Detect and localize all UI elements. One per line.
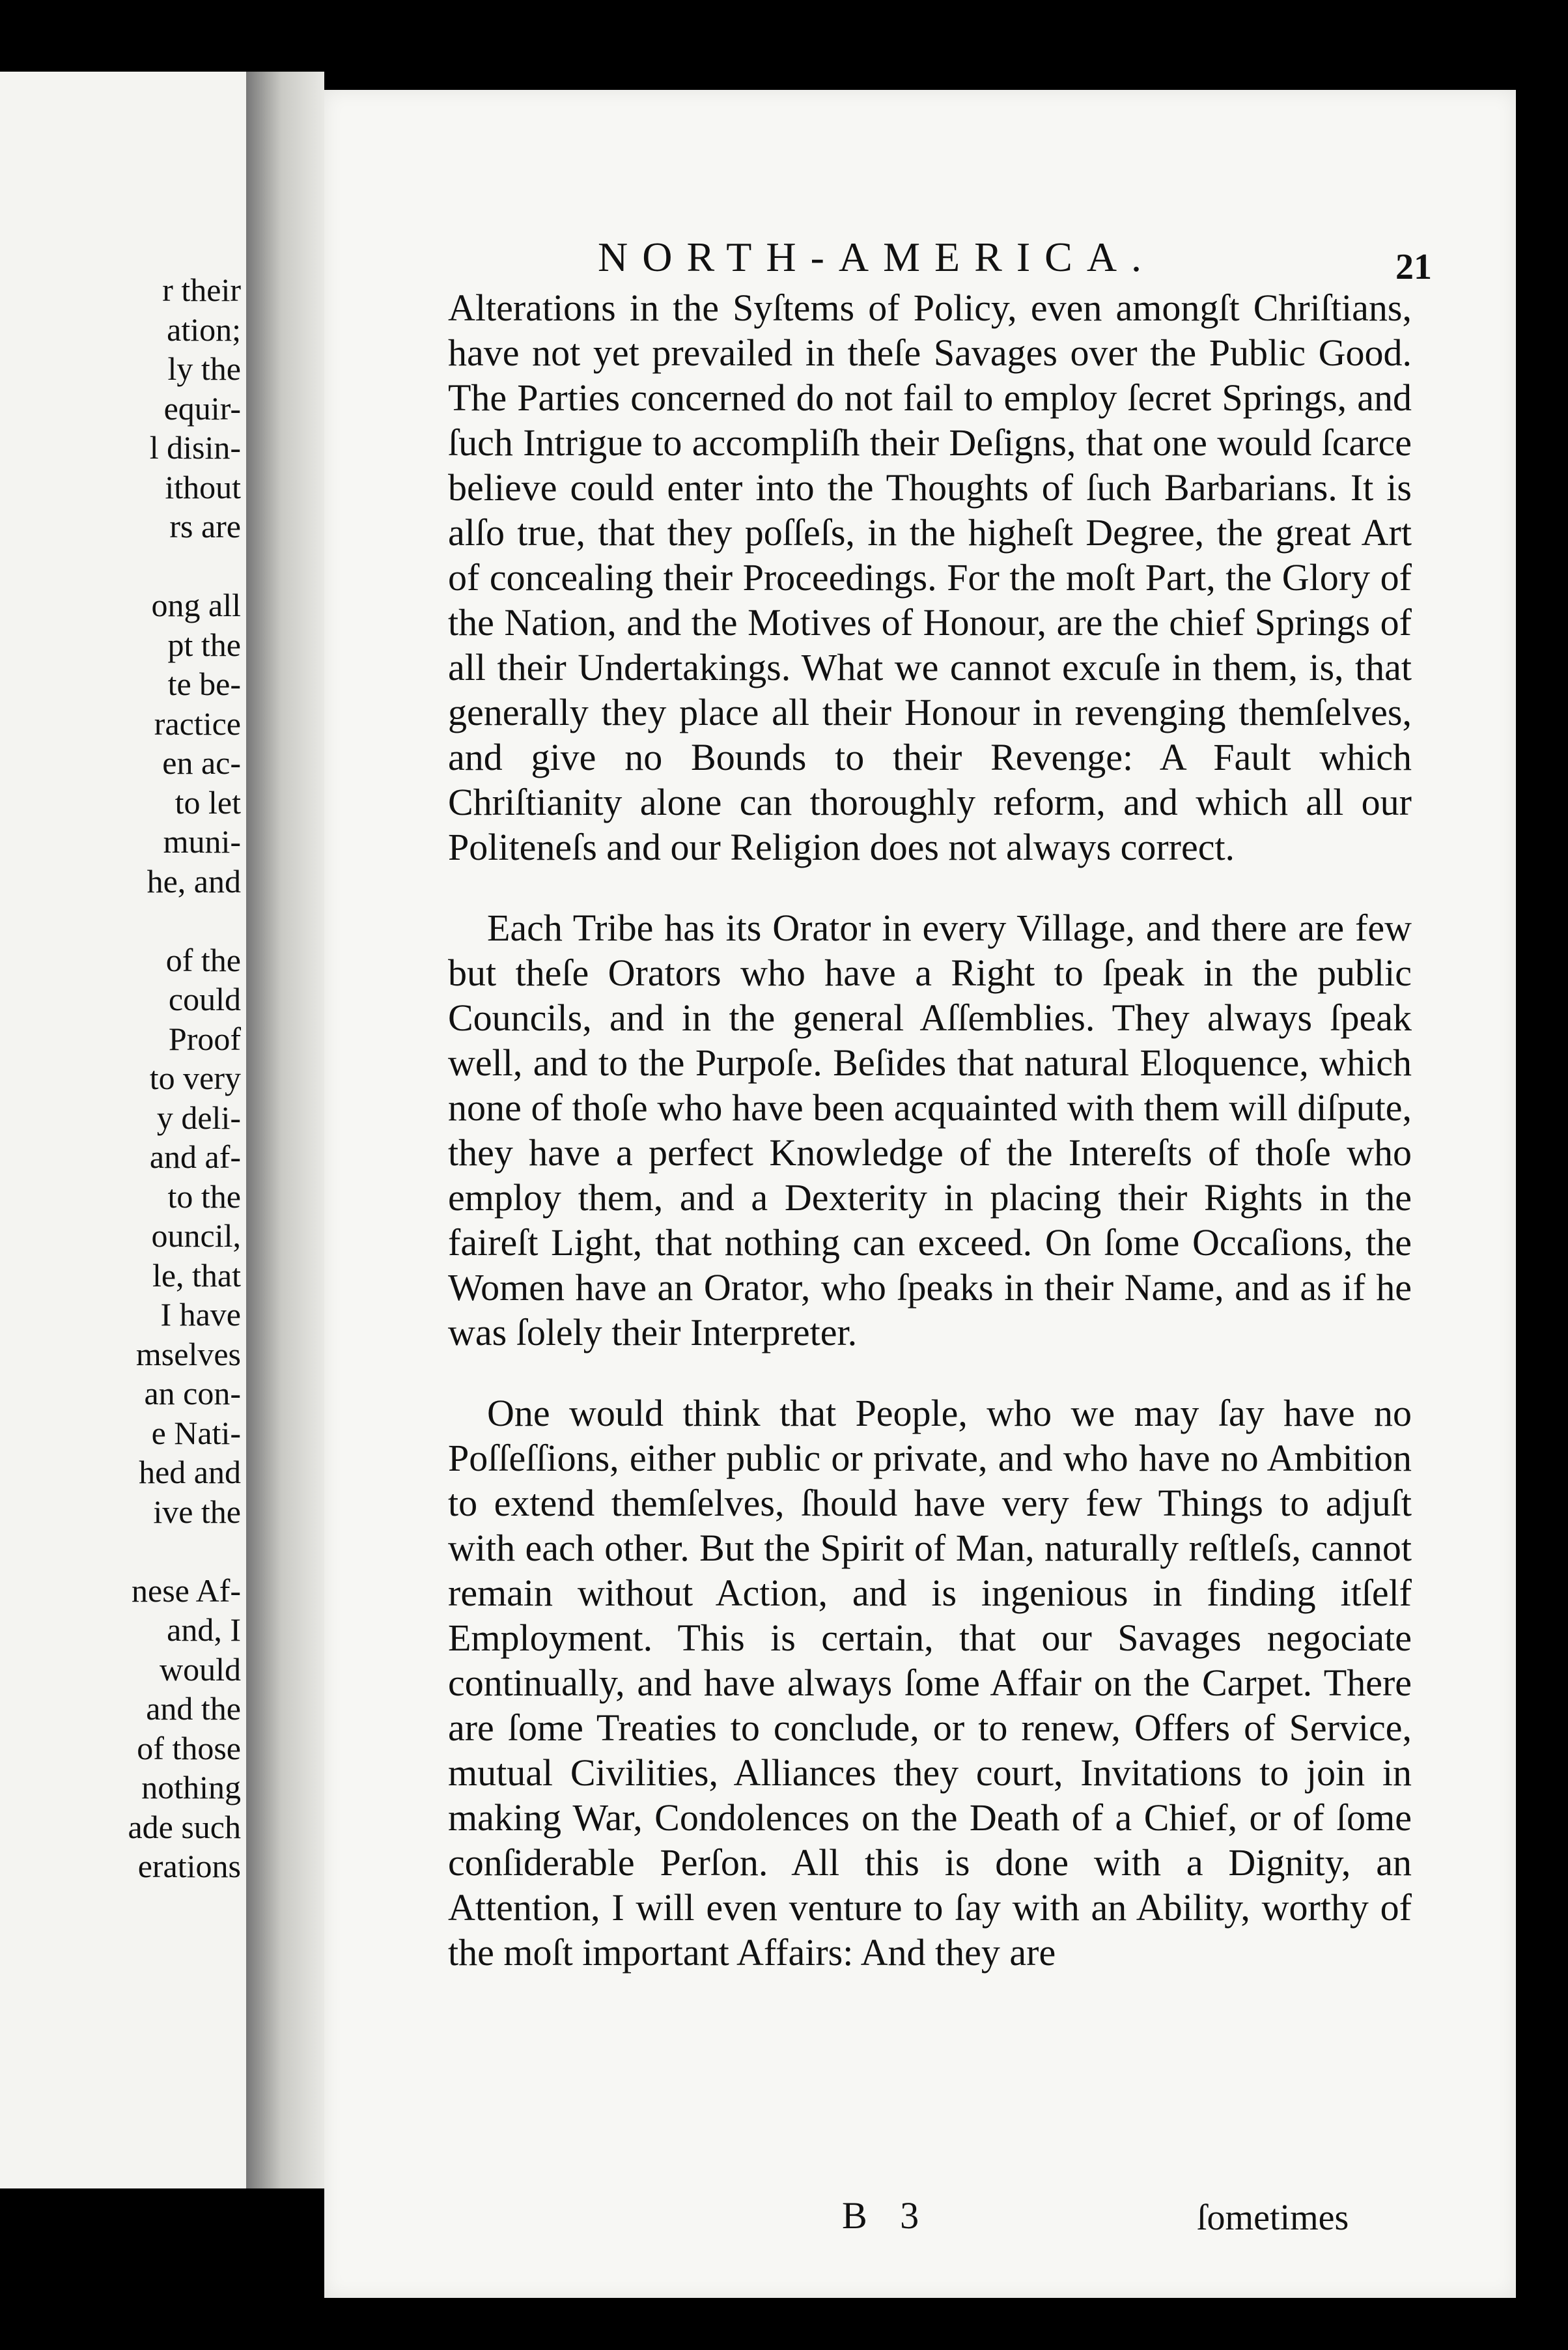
left-page-line: le, that [152,1256,241,1294]
left-page-line: could [168,981,241,1017]
left-page-line: equir- [163,389,241,427]
left-page-line: ouncil, [151,1217,241,1254]
left-page-line: I have [160,1296,241,1333]
page-body [448,285,1412,2011]
left-page-line: ation; [167,311,241,348]
left-page-line: ade such [128,1808,241,1845]
left-page-line: ong all [151,587,241,623]
left-page-line: Proof [168,1020,241,1057]
left-page-line: erations [137,1848,241,1884]
paragraph-3: One would think that People, who we may ſay have no Poſſeſſions, either public or private, and who have no Ambition to extend themſelves, ſhould have very few Things to adjuſt with each other. But the Spirit of Man, naturally reſtleſs, cannot remain without Action, and is ingenious in finding itſelf Employment. This is certain, that our Savages negociate continually, and have always ſome Affair on the Carpet. There are ſome Treaties to conclude, or to renew, Offers of Service, mutual Civilities, Alliances they court, Invitations to join in making War, Condolences on the Death of a Chief, or of ſome conſiderable Perſon. All this is done with a Dignity, an Attention, I will even venture to ſay with an Ability, worthy of the moſt important Affairs: And they are [448,1392,1412,1974]
left-page-line: hed and [139,1454,241,1490]
left-page-line: pt the [167,626,241,663]
left-page-line: rs are [169,508,241,545]
left-page-line: of the [165,941,241,978]
left-page-line: and af- [149,1139,241,1175]
left-page-line: and the [146,1690,241,1727]
left-page-line: te be- [167,666,241,702]
paragraph-1: Alterations in the Syſtems of Policy, even amongſt Chriſtians, have not yet prevailed in theſe Savages over the Public Good. The Parties concerned do not fail to employ ſecret Springs, and ſuch Intrigue to accompliſh their Deſigns, that one would ſcarce believe could enter into the Thoughts of ſuch Barbarians. It is alſo true, that they poſſeſs, in the higheſt Degree, the great Art of concealing their Proceedings. For the moſt Part, the Glory of the Nation, and the Motives of Honour, are the chief Springs of all their Undertakings. What we cannot excuſe in them, is, that generally they place all their Honour in revenging themſelves, and give no Bounds to their Revenge: A Fault which Chriſtianity alone can thoroughly reform, and which all our Politeneſs and our Religion does not always correct. [448,287,1412,868]
left-page-line: ithout [165,468,241,505]
book-page [324,90,1516,2298]
left-page-line: of those [137,1729,241,1766]
page-number: 21 [1395,247,1432,287]
left-page-line: to let [175,784,241,821]
left-page-line: he, and [147,862,241,899]
paragraph-2: Each Tribe has its Orator in every Village, and there are few but theſe Orators who have a Right to ſpeak in the public Councils, and in the general Aſſemblies. They always ſpeak well, and to the Purpoſe. Beſides that natural Eloquence, which none of thoſe who have been acquainted with them will diſpute, they have a perfect Knowledge of the Intereſts of thoſe who employ them, and a Dexterity in placing their Rights in the faireſt Light, that nothing can exceed. On ſome Occaſions, the Women have an Orator, who ſpeaks in their Name, and as if he was ſolely their Interpreter. [448,907,1412,1353]
left-page-line: an con- [144,1375,241,1411]
left-page-line: nese Af- [132,1572,241,1609]
left-page-line: ractice [154,705,241,742]
left-page-line: y deli- [156,1099,241,1136]
signature-mark: B 3 [842,2194,931,2237]
left-page-line: to very [149,1060,241,1096]
left-page-line: ly the [167,350,241,387]
left-page-line: to the [167,1178,241,1215]
left-page-line: l disin- [149,429,241,466]
left-page-line: en ac- [162,744,241,781]
left-page-line: muni- [163,823,241,860]
left-page-line: ive the [153,1493,241,1530]
catchword: ſometimes [1197,2198,1349,2238]
left-page-line: would [160,1650,241,1688]
left-page-line: and, I [167,1611,241,1648]
running-head: NORTH-AMERICA. [598,234,1156,280]
left-page-line: mselves [135,1335,241,1372]
book-gutter [246,72,324,2188]
left-page-line: e Nati- [151,1414,241,1451]
left-page-line: r their [162,272,241,308]
previous-page-fragment [0,72,246,2188]
left-page-line: nothing [141,1769,241,1805]
